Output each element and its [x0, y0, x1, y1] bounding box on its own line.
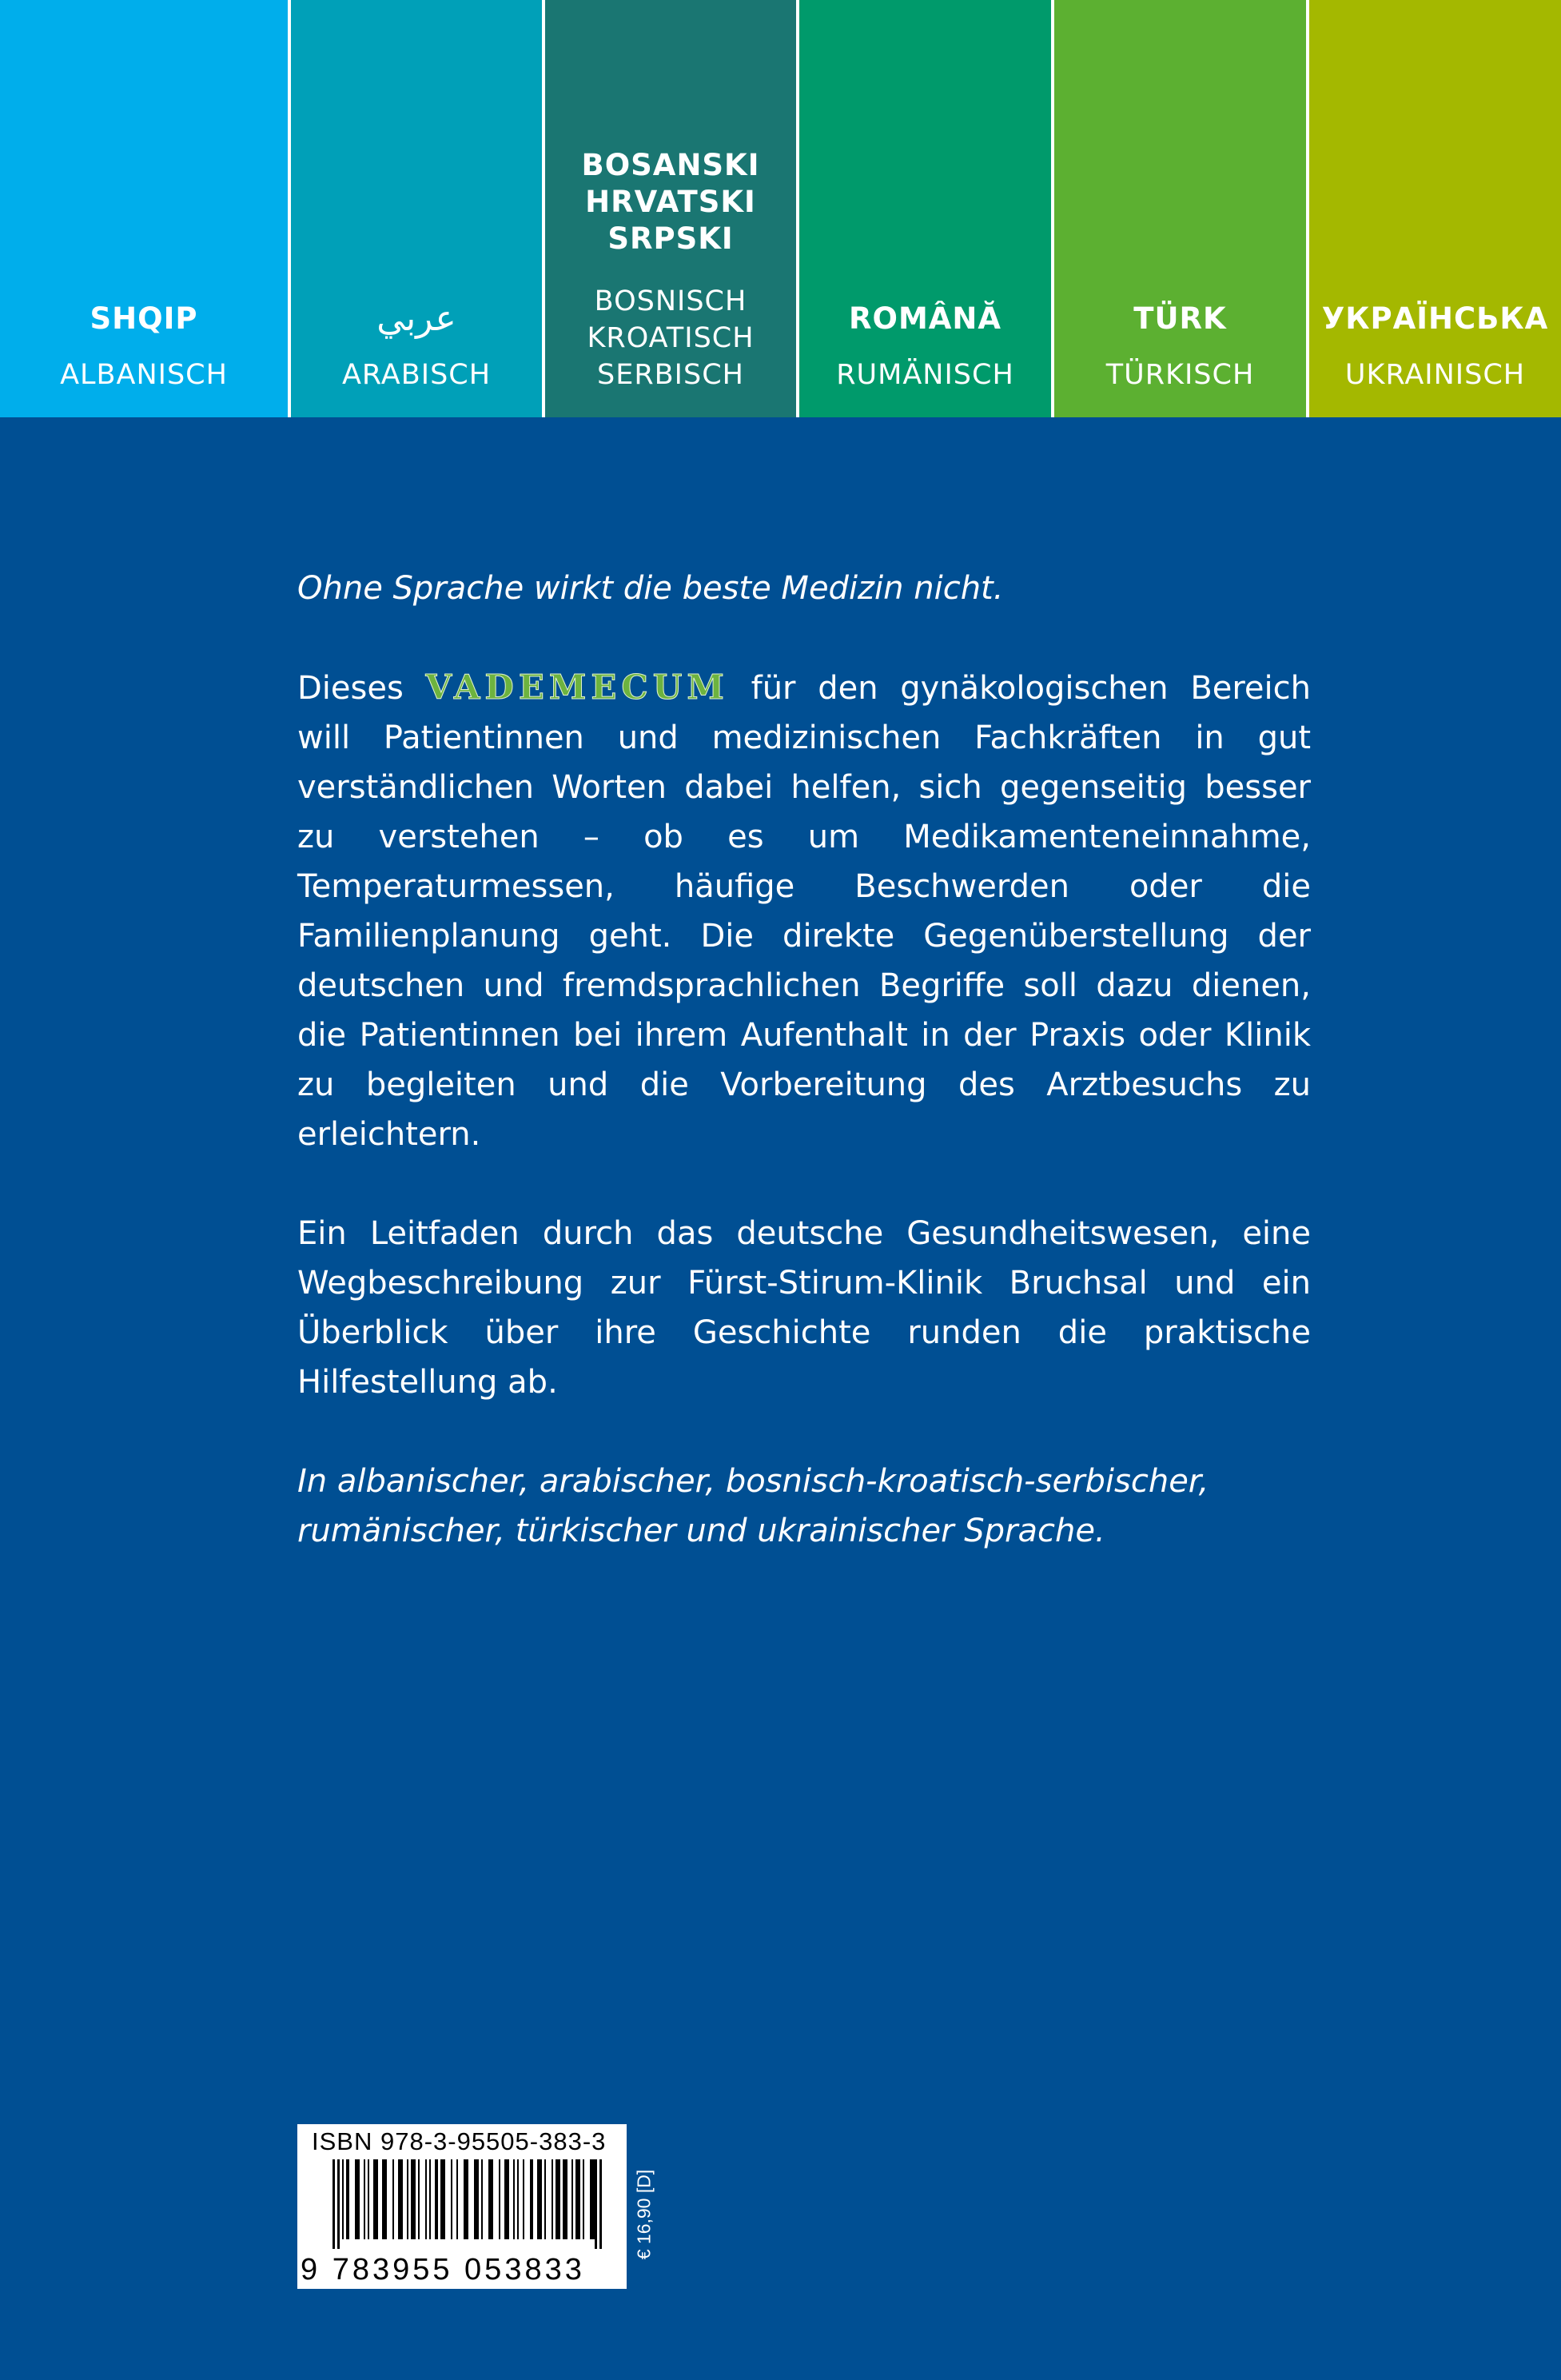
barcode-bar	[418, 2159, 420, 2239]
barcode-bar	[456, 2159, 458, 2239]
language-german-name: ALBANISCH	[60, 359, 228, 391]
description-paragraph	[297, 663, 1311, 1159]
barcode-bar	[392, 2159, 394, 2239]
barcode-bar	[504, 2159, 509, 2239]
language-tile-arabic	[288, 0, 542, 417]
barcode-bar	[575, 2159, 580, 2239]
language-native-name: عربي	[376, 298, 456, 339]
ean-number: 9 783955 053833	[301, 2253, 585, 2286]
barcode-bar	[517, 2159, 519, 2239]
barcode-bar	[499, 2159, 500, 2239]
barcode-bars	[333, 2159, 604, 2249]
barcode-bar	[373, 2159, 378, 2239]
barcode-bar	[552, 2159, 553, 2239]
paragraph-text: Dieses	[297, 670, 404, 707]
language-native-line: HRVATSKI	[585, 185, 756, 219]
language-native-name: SHQIP	[90, 301, 198, 336]
barcode-bar	[481, 2159, 483, 2239]
barcode-bar	[595, 2159, 597, 2249]
language-german-name	[545, 283, 796, 393]
language-native-line: BOSANSKI	[581, 148, 760, 182]
language-native-name	[545, 147, 796, 257]
language-german-line: KROATISCH	[587, 322, 755, 354]
barcode-bar	[590, 2159, 595, 2239]
barcode-bar	[398, 2159, 403, 2239]
barcode-bar	[333, 2159, 335, 2249]
barcode-bar	[429, 2159, 431, 2239]
barcode-bar	[599, 2159, 602, 2249]
language-native-name: УКРАЇНСЬКА	[1321, 301, 1549, 336]
language-tile-albanian	[0, 0, 288, 417]
barcode-bar	[407, 2159, 408, 2239]
barcode-bar	[368, 2159, 369, 2239]
barcode-bar	[451, 2159, 452, 2239]
barcode-bar	[464, 2159, 468, 2239]
barcode-bar	[530, 2159, 533, 2239]
barcode-bar	[411, 2159, 416, 2239]
language-german-name: RUMÄNISCH	[836, 359, 1014, 391]
language-tile-ukrainian	[1306, 0, 1561, 417]
price-text: € 16,90 [D]	[633, 2169, 655, 2260]
barcode-bar	[556, 2159, 560, 2239]
language-tile-bosnian-croatian-serbian	[542, 0, 796, 417]
isbn-barcode	[297, 2124, 627, 2289]
language-german-name: ARABISCH	[341, 359, 492, 391]
isbn-label: ISBN 978-3-95505-383-3	[312, 2127, 607, 2155]
barcode-bar	[337, 2159, 340, 2249]
blurb-text	[297, 564, 1311, 1605]
vademecum-logo-text: VADEMECUM	[425, 668, 729, 707]
barcode-bar	[364, 2159, 365, 2239]
language-german-line: BOSNISCH	[594, 285, 747, 317]
language-german-name: UKRAINISCH	[1344, 359, 1526, 391]
language-native-name: TÜRK	[1133, 301, 1227, 336]
language-native-line: SRPSKI	[607, 221, 734, 256]
barcode-bar	[346, 2159, 349, 2239]
language-header	[0, 0, 1561, 417]
barcode-bar	[544, 2159, 546, 2239]
barcode-bar	[513, 2159, 515, 2239]
barcode-bar	[488, 2159, 493, 2239]
barcode-bar	[474, 2159, 479, 2239]
barcode-bar	[342, 2159, 344, 2239]
barcode-bar	[382, 2159, 387, 2239]
language-tile-romanian	[796, 0, 1051, 417]
barcode-bar	[355, 2159, 360, 2239]
language-german-name: TÜRKISCH	[1105, 359, 1255, 391]
language-german-line: SERBISCH	[597, 359, 744, 391]
barcode-bar	[425, 2159, 427, 2239]
barcode-bar	[563, 2159, 567, 2239]
intro-line: Ohne Sprache wirkt die beste Medizin nicht.	[297, 570, 1004, 607]
languages-note: In albanischer, arabischer, bosnisch-kroatisch-serbischer, rumänischer, türkischer und ukrainischer Sprache.	[297, 1463, 1209, 1549]
barcode-bar	[523, 2159, 524, 2239]
language-tile-turkish	[1051, 0, 1306, 417]
barcode-bar	[440, 2159, 445, 2239]
guide-paragraph: Ein Leitfaden durch das deutsche Gesundheitswesen, eine Wegbeschreibung zur Fürst-Stirum-Klinik Bruchsal und ein Überblick über ihre Geschichte runden die praktische Hilfestellung ab.	[297, 1215, 1311, 1401]
barcode-bar	[435, 2159, 438, 2239]
language-native-name: ROMÂNĂ	[849, 301, 1002, 336]
barcode-bar	[537, 2159, 542, 2239]
paragraph-text: für den gynäkologischen Bereich will Patientinnen und medizinischen Fachkräften in gut verständlichen Worten dabei helfen, sich gegenseitig besser zu verstehen – ob es um Medikamenteneinnahme, Temperaturmessen, häufige Beschwerden oder die Familienplanung geht. Die direkte Gegenüberstellung der deutschen und fremdsprachlichen Begriffe soll dazu dienen, die Patientinnen bei ihrem Aufenthalt in der Praxis oder Klinik zu begleiten und die Vorbereitung des Arztbesuchs zu erleichtern.	[297, 670, 1311, 1153]
barcode-bar	[583, 2159, 584, 2239]
price-label	[628, 2159, 660, 2270]
barcode-bar	[571, 2159, 573, 2239]
